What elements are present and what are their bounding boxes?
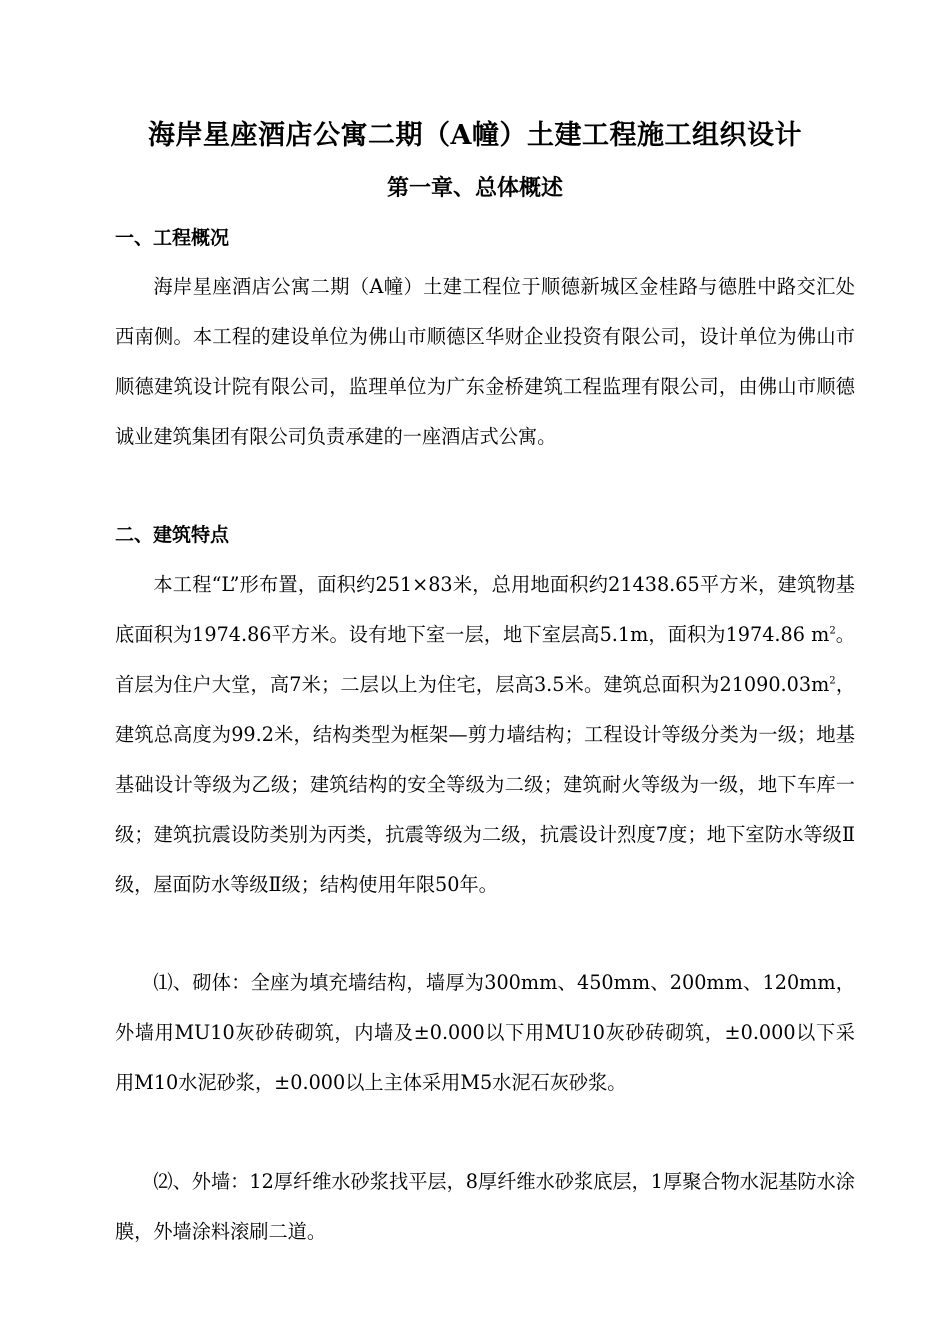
paragraph-exterior-wall: ⑵、外墙：12厚纤维水砂浆找平层，8厚纤维水砂浆底层，1厚聚合物水泥基防水涂膜，外墙涂料滚刷二道。	[115, 1170, 855, 1243]
chapter-title: 第一章、总体概述	[386, 175, 563, 201]
paragraph-overview: 海岸星座酒店公寓二期（A幢）土建工程位于顺德新城区金桂路与德胜中路交汇处西南侧。本工程的建设单位为佛山市顺德区华财企业投资有限公司，设计单位为佛山市顺德建筑设计院有限公司，监理单位为广东金桥建筑工程监理有限公司，由佛山市顺德诚业建筑集团有限公司负责承建的一座酒店式公寓。	[115, 275, 855, 448]
paragraph-features-text-1: 本工程“L”形布置，面积约251×83米，总用地面积约21438.65平方米，建筑物基底面积为1974.86平方米。设有地下室一层，地下室层高5.1m，面积为1974.86 m	[115, 573, 855, 646]
paragraph-features-text-2: 。首层为住户大堂，高7米；二层以上为住宅，层高3.5米。建筑总面积为21090.03m	[115, 623, 855, 696]
paragraph-features	[115, 560, 855, 910]
paragraph-masonry: ⑴、砌体：全座为填充墙结构，墙厚为300mm、450mm、200mm、120mm，外墙用MU10灰砂砖砌筑，内墙及±0.000以下用MU10灰砂砖砌筑，±0.000以下采用M10水泥砂浆，±0.000以上主体采用M5水泥石灰砂浆。	[115, 971, 855, 1094]
superscript-square-1: 2	[829, 625, 836, 637]
superscript-square-2: 2	[829, 675, 836, 687]
document-title: 海岸星座酒店公寓二期（A幢）土建工程施工组织设计	[148, 120, 802, 151]
section-heading-features: 二、建筑特点	[115, 524, 230, 546]
paragraph-features-text-3: ，建筑总高度为99.2米，结构类型为框架—剪力墙结构；工程设计等级分类为一级；地基基础设计等级为乙级；建筑结构的安全等级为二级；建筑耐火等级为一级，地下车库一级；建筑抗震设防类别为丙类，抗震等级为二级，抗震设计烈度7度；地下室防水等级Ⅱ级，屋面防水等级Ⅱ级；结构使用年限50年。	[115, 673, 856, 896]
section-heading-overview: 一、工程概况	[115, 227, 230, 249]
